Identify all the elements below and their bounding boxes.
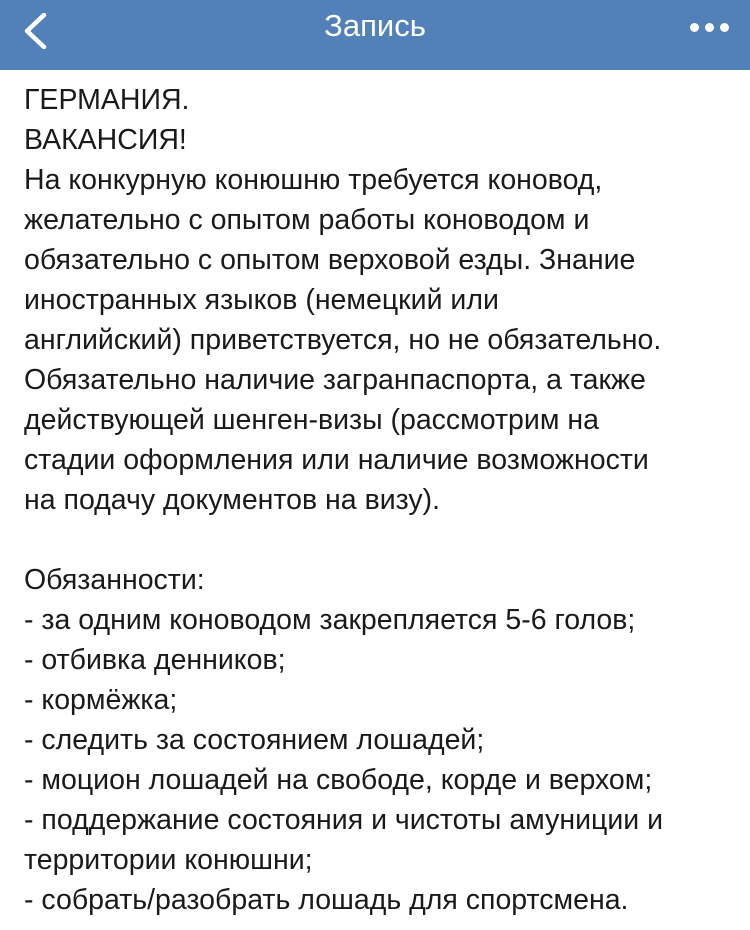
duty-list-item: - кормёжка; [24, 684, 178, 716]
post-text-line: обязательно с опытом верховой езды. Знание [24, 244, 636, 276]
duty-list-item: - за одним коноводом закрепляется 5-6 голов; [24, 604, 636, 636]
more-options-button[interactable] [670, 0, 750, 70]
duties-title: Обязанности: [24, 564, 205, 596]
more-horizontal-icon [705, 23, 714, 32]
duty-list-item: - следить за состоянием лошадей; [24, 724, 485, 756]
duty-list-item: территории конюшни; [24, 844, 313, 876]
duty-list-item: - поддержание состояния и чистоты амуниции и [24, 804, 664, 836]
paragraph-spacer [24, 520, 739, 560]
post-text-line: желательно с опытом работы коноводом и [24, 204, 590, 236]
back-button[interactable] [0, 0, 70, 70]
page-title: Запись [324, 8, 426, 43]
post-text-line: Обязательно наличие загранпаспорта, а также [24, 364, 646, 396]
duty-list-item: - отбивка денников; [24, 644, 286, 676]
post-text-line: стадии оформления или наличие возможности [24, 444, 649, 476]
post-heading-line: ГЕРМАНИЯ. [24, 84, 190, 116]
post-heading-line: ВАКАНСИЯ! [24, 124, 187, 156]
top-navigation-bar [0, 0, 750, 70]
post-text-line: иностранных языков (немецкий или [24, 284, 499, 316]
more-horizontal-icon [720, 23, 729, 32]
post-text-line: на подачу документов на визу). [24, 484, 441, 516]
more-horizontal-icon [690, 23, 699, 32]
post-text [24, 80, 739, 920]
duty-list-item: - моцион лошадей на свободе, корде и верхом; [24, 764, 653, 796]
post-text-line: английский) приветствуется, но не обязательно. [24, 324, 662, 356]
chevron-left-icon [22, 13, 48, 49]
post-text-line: На конкурную конюшню требуется коновод, [24, 164, 603, 196]
duty-list-item: - собрать/разобрать лошадь для спортсмена. [24, 884, 629, 916]
post-text-line: действующей шенген-визы (рассмотрим на [24, 404, 599, 436]
